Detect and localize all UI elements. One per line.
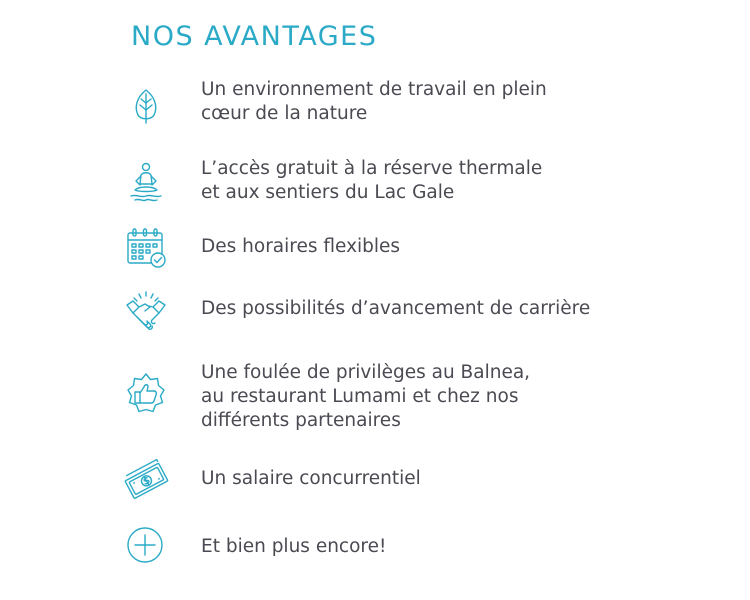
- thumbs-up-badge-icon: [123, 371, 169, 417]
- benefit-line: Un environnement de travail en plein: [201, 79, 547, 100]
- benefit-line: Des possibilités d’avancement de carrière: [201, 298, 591, 319]
- leaf-icon: [123, 83, 169, 129]
- benefit-text: [201, 467, 701, 491]
- benefit-line: L’accès gratuit à la réserve thermale: [201, 158, 543, 179]
- benefit-line: et aux sentiers du Lac Gale: [201, 182, 455, 203]
- handshake-icon: [123, 289, 169, 335]
- money-icon: [123, 457, 169, 503]
- benefit-line: Et bien plus encore!: [201, 536, 387, 557]
- benefit-line: différents partenaires: [201, 410, 401, 431]
- benefit-line: cœur de la nature: [201, 103, 368, 124]
- meditation-icon: [123, 159, 169, 205]
- benefit-text: [201, 157, 701, 205]
- benefit-text: [201, 535, 701, 559]
- benefit-text: [201, 361, 701, 433]
- section-title: NOS AVANTAGES: [131, 21, 378, 52]
- benefit-text: [201, 78, 701, 126]
- benefit-line: au restaurant Lumami et chez nos: [201, 386, 519, 407]
- benefit-line: Des horaires flexibles: [201, 236, 401, 257]
- calendar-icon: [123, 225, 169, 271]
- benefit-line: Une foulée de privilèges au Balnea,: [201, 362, 531, 383]
- plus-circle-icon: [123, 523, 169, 569]
- benefit-text: [201, 235, 701, 259]
- benefit-line: Un salaire concurrentiel: [201, 468, 421, 489]
- benefit-text: [201, 297, 701, 321]
